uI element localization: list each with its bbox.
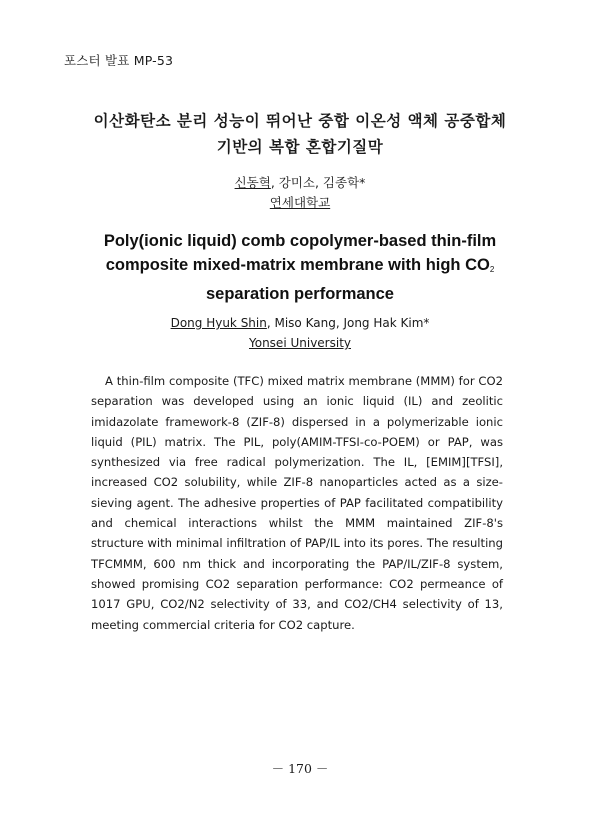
english-title-line-3: separation performance <box>206 285 394 303</box>
english-authors <box>0 313 600 333</box>
english-title-line-2-text: composite mixed-matrix membrane with high CO <box>105 256 490 274</box>
english-affiliation: Yonsei University <box>249 336 351 350</box>
korean-presenter: 신동혁 <box>234 175 271 190</box>
english-title-line-1: Poly(ionic liquid) comb copolymer-based thin-film <box>103 232 497 250</box>
korean-affiliation: 연세대학교 <box>269 195 331 210</box>
english-coauthors: , Miso Kang, Jong Hak Kim* <box>266 316 430 330</box>
korean-authors <box>0 173 600 193</box>
korean-coauthors: , 강미소, 김종학* <box>270 175 366 190</box>
english-title <box>0 229 600 306</box>
english-title-subscript: 2 <box>489 265 495 274</box>
english-title-line-2 <box>0 253 600 282</box>
abstract-text: A thin-film composite (TFC) mixed matrix membrane (MMM) for CO2 separation was developed using an ionic liquid (IL) and zeolitic imidazolate framework-8 (ZIF-8) dispersed in a polymerizable ionic liquid (PIL) matrix. The PIL, poly(AMIM-TFSI-co-POEM) or PAP, was synthesized via free radical polymerization. The IL, [EMIM][TFSI], increased CO2 solubility, while ZIF-8 nanoparticles acted as a size-sieving agent. The adhesive properties of PAP facilitated compatibility and chemical interactions whilst the MMM maintained ZIF-8's structure with minimal infiltration of PAP/IL into its pores. The resulting TFCMMM, 600 nm thick and incorporating the PAP/IL/ZIF-8 system, showed promising CO2 separation performance: CO2 permeance of 1017 GPU, CO2/N2 selectivity of 33, and CO2/CH4 selectivity of 13, meeting commercial criteria for CO2 capture. <box>91 374 503 632</box>
korean-title-line-2: 기반의 복합 혼합기질막 <box>216 138 384 156</box>
korean-title-line-1: 이산화탄소 분리 성능이 뛰어난 중합 이온성 액체 공중합체 <box>93 112 507 130</box>
english-presenter: Dong Hyuk Shin <box>170 316 267 330</box>
korean-title <box>0 108 600 160</box>
session-label: 포스터 발표 MP-53 <box>64 53 174 68</box>
english-author-block <box>0 313 600 353</box>
korean-author-block <box>0 173 600 213</box>
page-number: － 170 － <box>271 761 329 776</box>
